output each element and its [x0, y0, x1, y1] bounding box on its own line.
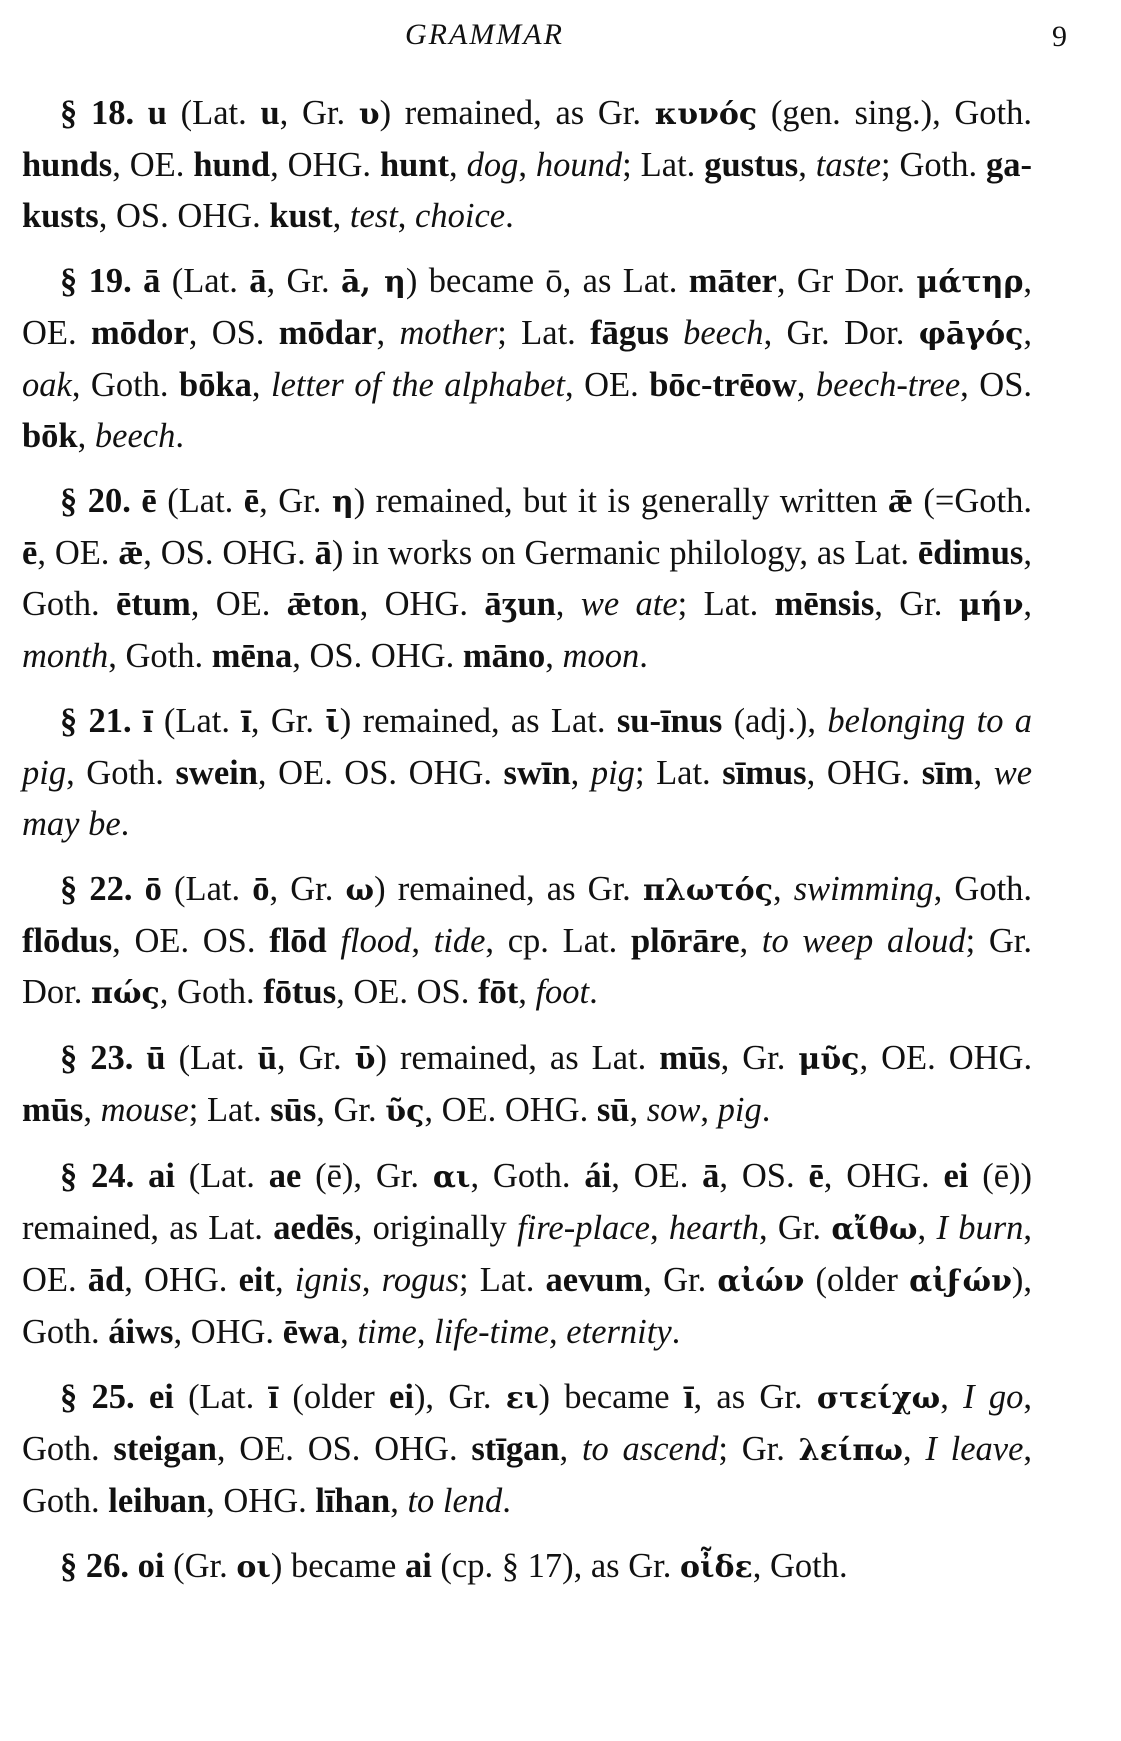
text-run: , OE. [22, 1209, 1033, 1299]
gloss: moon [562, 637, 640, 675]
cited-form: sīmus [722, 754, 807, 792]
cited-form: aevum [545, 1261, 644, 1299]
greek-form: αἰϝών [909, 1264, 1012, 1299]
text-run: (Lat. [173, 1378, 269, 1416]
text-run [134, 94, 148, 132]
text-run: . [175, 417, 184, 455]
paragraph-s22 [22, 864, 1032, 1019]
text-run: , OE. [190, 585, 287, 623]
text-run [134, 1157, 148, 1195]
text-run: (Lat. [166, 94, 261, 132]
gloss: we ate [580, 585, 678, 623]
text-run: , OE. [565, 366, 650, 404]
cited-form: flōdus [22, 922, 113, 960]
text-run: . [505, 197, 514, 235]
text-run: , [798, 146, 816, 184]
gloss: beech [683, 314, 764, 352]
cited-form: ū [257, 1039, 277, 1077]
gloss: we may be [22, 754, 1033, 843]
cited-form: fōtus [263, 973, 337, 1011]
text-run: , Goth. [71, 366, 180, 404]
paragraph-s24 [22, 1151, 1032, 1358]
gloss: month [22, 637, 109, 675]
text-run: , [518, 973, 536, 1011]
text-run: , Gr. [259, 482, 332, 520]
gloss: ignis [294, 1261, 362, 1299]
cited-form: ái [584, 1157, 612, 1195]
text-run: , OS. OHG. [143, 534, 315, 572]
cited-form: u [260, 94, 280, 132]
text-run: , [549, 1313, 567, 1351]
paragraph-s23 [22, 1033, 1032, 1137]
cited-form: ē [243, 482, 260, 520]
gloss: oak [22, 366, 72, 404]
cited-form: ǣton [286, 585, 360, 623]
text-run: , [555, 585, 581, 623]
gloss: pig [590, 754, 635, 792]
gloss: hearth [668, 1209, 759, 1247]
text-run: , Gr. [250, 702, 326, 740]
text-run: , Goth. [66, 754, 176, 792]
cited-form: ē [808, 1157, 824, 1195]
greek-form: λείπω [798, 1433, 903, 1468]
text-run: , OE. OS. OHG. [257, 754, 504, 792]
text-run: , Gr. [276, 1039, 355, 1077]
section-number: § 21. [60, 702, 132, 740]
cited-form: stīgan [471, 1430, 560, 1468]
greek-form: αἰών [717, 1264, 805, 1299]
cited-form: eit [238, 1261, 275, 1299]
text-run: , Gr Dor. [776, 262, 917, 300]
cited-form: ō [252, 870, 270, 908]
cited-form: fōt [477, 973, 519, 1011]
text-run: . [761, 1091, 771, 1129]
text-run: , OHG. [173, 1313, 283, 1351]
text-run: , OS. [188, 314, 279, 352]
paragraph-s21 [22, 696, 1032, 850]
cited-form: ī [241, 702, 251, 740]
text-run: , Gr. [720, 1039, 799, 1077]
cited-form: āʒun [484, 585, 556, 623]
text-run: , OE. OHG. [859, 1039, 1033, 1077]
page-header [0, 18, 1121, 58]
gloss: to ascend [581, 1430, 719, 1468]
text-run: , OE. [611, 1157, 703, 1195]
text-run: (ē)) remained, as Lat. [22, 1157, 1033, 1247]
cited-form: ai [148, 1157, 175, 1195]
cited-form: māno [462, 637, 546, 675]
greek-form: αι [432, 1160, 471, 1195]
gloss: hound [535, 146, 623, 184]
section-number: § 18. [60, 94, 135, 132]
greek-form: υ [358, 97, 380, 132]
text-run [131, 482, 142, 520]
cited-form: ē [22, 534, 38, 572]
gloss: belonging to a pig [22, 702, 1033, 792]
gloss: mother [399, 314, 498, 352]
text-run: . [502, 1482, 511, 1520]
text-run: (adj.), [722, 702, 828, 740]
text-run: , Goth. [159, 973, 264, 1011]
cited-form: sīm [921, 754, 974, 792]
gloss: mouse [100, 1091, 189, 1129]
cited-form: mōdor [90, 314, 189, 352]
text-run: . [589, 973, 598, 1011]
text-run: , OE. OS. OHG. [216, 1430, 472, 1468]
gloss: foot [535, 973, 590, 1011]
cited-form: fāgus [590, 314, 669, 352]
text-run: , [411, 922, 434, 960]
text-run: , OHG. [206, 1482, 316, 1520]
cited-form: hunt [379, 146, 449, 184]
text-run: ) became [270, 1547, 405, 1585]
greek-form: ει [505, 1381, 539, 1416]
greek-form: οι [236, 1550, 271, 1585]
text-run: , Goth. [22, 534, 1032, 623]
text-run: , [390, 1482, 408, 1520]
cited-form: oi [137, 1547, 165, 1585]
text-run [669, 314, 683, 352]
text-run: , OHG. [359, 585, 485, 623]
text-run: (Lat. [160, 262, 250, 300]
text-run: , Goth. [933, 870, 1033, 908]
text-run: , cp. Lat. [485, 922, 631, 960]
text-run: , OS. [719, 1157, 809, 1195]
cited-form: ai [404, 1547, 432, 1585]
text-run: , Gr. [316, 1091, 386, 1129]
greek-form: μήν [958, 588, 1024, 623]
cited-form: ī [268, 1378, 279, 1416]
cited-form: ā [249, 262, 267, 300]
text-run [327, 922, 341, 960]
text-run: ) became ō, as Lat. [405, 262, 689, 300]
gloss: beech [94, 417, 176, 455]
text-run: , [1023, 585, 1033, 623]
text-run: , [251, 366, 272, 404]
text-run: , [416, 1313, 435, 1351]
cited-form: ēdimus [917, 534, 1024, 572]
text-run: , Goth. [22, 1378, 1032, 1468]
text-run: ; Lat. [622, 146, 705, 184]
text-run [132, 262, 143, 300]
text-run: , [449, 146, 467, 184]
cited-form: bōc-trēow [649, 366, 797, 404]
gloss: to lend [407, 1482, 503, 1520]
text-run: , OE. OS. [112, 922, 270, 960]
gloss: dog [466, 146, 519, 184]
cited-form: ā [702, 1157, 720, 1195]
text-run: (Lat. [156, 482, 244, 520]
text-run: , [559, 1430, 582, 1468]
cited-form: ei [148, 1378, 174, 1416]
cited-form: ēwa [282, 1313, 341, 1351]
text-run: (cp. § 17), as Gr. [431, 1547, 680, 1585]
text-run: (older [804, 1261, 910, 1299]
gloss: rogus [381, 1261, 459, 1299]
text-run: , Gr. [266, 262, 341, 300]
text-run: , OS. OHG. [98, 197, 270, 235]
text-run [133, 1039, 146, 1077]
text-run: ) in works on Germanic philology, as Lat. [331, 534, 918, 572]
cited-form: u [147, 94, 167, 132]
text-run: ), Goth. [22, 1261, 1033, 1351]
cited-form: ētum [116, 585, 191, 623]
text-run: ) remained, as Lat. [339, 702, 617, 740]
greek-form: ā, η [340, 265, 406, 300]
paragraph-s25 [22, 1372, 1032, 1527]
cited-form: ād [87, 1261, 125, 1299]
section-number: § 20. [60, 482, 131, 520]
text-run: , OE. OHG. [424, 1091, 597, 1129]
greek-form: στείχω [816, 1381, 941, 1416]
running-head: GRAMMAR [405, 18, 564, 51]
greek-form: κυνός [654, 97, 758, 132]
cited-form: hunds [22, 146, 113, 184]
gloss: choice [415, 197, 506, 235]
text-run: (Gr. [164, 1547, 237, 1585]
text-run: (Lat. [174, 1157, 269, 1195]
cited-form: ǣ [118, 534, 144, 572]
cited-form: ae [268, 1157, 302, 1195]
text-run: ; Gr. [718, 1430, 799, 1468]
text-run: , [917, 1209, 937, 1247]
text-run: ; Lat. [188, 1091, 271, 1129]
cited-form: ē [141, 482, 157, 520]
cited-form: ga-kusts [22, 146, 1033, 235]
gloss: test [349, 197, 398, 235]
gloss: to weep aloud [761, 922, 966, 960]
text-run: , [902, 1430, 926, 1468]
gloss: swimming [793, 870, 934, 908]
text-run: ; Gr. Dor. [22, 922, 1032, 1011]
greek-form: πλωτός [642, 873, 773, 908]
text-run: , Gr. [279, 94, 359, 132]
text-run: , Gr. Dor. [763, 314, 919, 352]
text-run: ) remained, as Gr. [379, 94, 655, 132]
cited-form: swīn [503, 754, 571, 792]
text-run: , Goth. [108, 637, 212, 675]
greek-form: πώς [91, 976, 160, 1011]
cited-form: bōk [22, 417, 78, 455]
text-run: , OHG. [124, 1261, 239, 1299]
gloss: beech-tree [815, 366, 961, 404]
gloss: taste [815, 146, 881, 184]
text-run: , Gr. [874, 585, 959, 623]
text-run: (older [278, 1378, 390, 1416]
text-run: , [340, 1313, 358, 1351]
text-run: (gen. sing.), Goth. [757, 94, 1033, 132]
text-run: , [649, 1209, 669, 1247]
text-run: , OE. [112, 146, 194, 184]
gloss: sow [646, 1091, 701, 1129]
section-number: § 19. [60, 262, 132, 300]
text-run: , [518, 146, 536, 184]
text-run: . [639, 637, 648, 675]
gloss: I go [963, 1378, 1024, 1416]
text-run: , OS. [960, 366, 1033, 404]
text-run: , [397, 197, 416, 235]
greek-form: φāγός [918, 317, 1024, 352]
text-run: , [361, 1261, 382, 1299]
cited-form: ī [143, 702, 153, 740]
text-run: ; Lat. [459, 1261, 546, 1299]
text-run: , [629, 1091, 647, 1129]
text-run: ) remained, as Gr. [374, 870, 643, 908]
cited-form: aedēs [273, 1209, 354, 1247]
cited-form: áiws [108, 1313, 174, 1351]
text-run: , Goth. [752, 1547, 848, 1585]
gloss: eternity [566, 1313, 672, 1351]
gloss: life-time [434, 1313, 550, 1351]
cited-form: bōka [179, 366, 252, 404]
cited-form: līhan [315, 1482, 391, 1520]
text-run: , OHG. [806, 754, 922, 792]
greek-form: μῦς [798, 1042, 860, 1077]
text-run: , OE. [37, 534, 119, 572]
text-run: (Lat. [161, 870, 253, 908]
text-run: , [83, 1091, 101, 1129]
gloss: flood [340, 922, 412, 960]
text-run: (Lat. [152, 702, 242, 740]
cited-form: ei [943, 1157, 969, 1195]
section-number: § 23. [60, 1039, 134, 1077]
cited-form: plōrāre [630, 922, 740, 960]
text-run [129, 1547, 138, 1585]
gloss: letter of the alphabet [271, 366, 566, 404]
cited-form: ei [389, 1378, 414, 1416]
text-run: , Gr. [758, 1209, 832, 1247]
greek-form: ῦς [385, 1094, 425, 1129]
cited-form: māter [688, 262, 777, 300]
text-run: ; Lat. [497, 314, 591, 352]
text-run: , [772, 870, 794, 908]
text-run: ) remained, as Lat. [375, 1039, 660, 1077]
cited-form: ī [683, 1378, 694, 1416]
text-run: , OS. OHG. [292, 637, 463, 675]
text-run: . [120, 805, 130, 843]
cited-form: steigan [113, 1430, 217, 1468]
text-run: , [796, 366, 816, 404]
cited-form: mēnsis [774, 585, 875, 623]
gloss: pig [717, 1091, 762, 1129]
cited-form: ā [314, 534, 332, 572]
text-run: , as Gr. [693, 1378, 817, 1416]
text-run: ) remained, but it is generally written [353, 482, 888, 520]
page-number: 9 [1052, 20, 1067, 53]
text-run: , OE. [22, 262, 1033, 352]
greek-form: οἶδε [679, 1550, 753, 1585]
cited-form: mōdar [278, 314, 377, 352]
text-run: , [739, 922, 762, 960]
text-run: ), Gr. [413, 1378, 506, 1416]
section-number: § 26. [60, 1547, 129, 1585]
text-run: , [274, 1261, 295, 1299]
paragraph-s20 [22, 476, 1032, 682]
text-run: , [1023, 314, 1033, 352]
text-run: , Goth. [22, 1430, 1033, 1520]
text-run [135, 1378, 149, 1416]
text-run: ) became [538, 1378, 684, 1416]
section-number: § 22. [60, 870, 133, 908]
text-run: , [570, 754, 591, 792]
text-run: , Gr. [643, 1261, 718, 1299]
text-run [132, 702, 143, 740]
section-number: § 25. [60, 1378, 135, 1416]
greek-form: αἴθω [831, 1212, 918, 1247]
text-run: , Goth. [470, 1157, 585, 1195]
text-run: , OHG. [270, 146, 380, 184]
section-number: § 24. [60, 1157, 135, 1195]
cited-form: gustus [704, 146, 799, 184]
greek-form: ω [345, 873, 375, 908]
text-run: , Gr. [269, 870, 346, 908]
text-run: (=Goth. [912, 482, 1032, 520]
cited-form: flōd [269, 922, 327, 960]
text-run: ; Lat. [677, 585, 775, 623]
cited-form: swein [175, 754, 258, 792]
gloss: I burn [936, 1209, 1024, 1247]
text-run: ; Lat. [634, 754, 723, 792]
page-body [22, 88, 1032, 1607]
cited-form: mūs [659, 1039, 721, 1077]
cited-form: sūs [270, 1091, 317, 1129]
cited-form: ā [143, 262, 161, 300]
gloss: time [357, 1313, 417, 1351]
text-run: , [545, 637, 563, 675]
cited-form: leiƕan [108, 1482, 207, 1520]
greek-form: η [331, 485, 354, 520]
cited-form: ǣ [888, 482, 913, 520]
text-run: (Lat. [165, 1039, 258, 1077]
cited-form: ō [144, 870, 162, 908]
text-run: , [332, 197, 350, 235]
text-run: , [973, 754, 994, 792]
cited-form: mēna [211, 637, 293, 675]
paragraph-s18 [22, 88, 1032, 242]
text-run: . [671, 1313, 681, 1351]
cited-form: sū [596, 1091, 630, 1129]
greek-form: μάτηρ [916, 265, 1024, 300]
cited-form: mūs [22, 1091, 84, 1129]
text-run: (ē), Gr. [301, 1157, 433, 1195]
cited-form: kust [269, 197, 333, 235]
text-run: , originally [353, 1209, 518, 1247]
greek-form: ῑ [325, 705, 340, 740]
text-run [133, 870, 145, 908]
paragraph-s26 [22, 1541, 1032, 1593]
gloss: tide [433, 922, 486, 960]
text-run: , OHG. [823, 1157, 944, 1195]
cited-form: su-īnus [616, 702, 723, 740]
text-run: , [376, 314, 400, 352]
paragraph-s19 [22, 256, 1032, 462]
text-run: , OE. OS. [336, 973, 478, 1011]
greek-form: ῡ [354, 1042, 376, 1077]
text-run: , [700, 1091, 718, 1129]
text-run: , [940, 1378, 964, 1416]
cited-form: hund [193, 146, 271, 184]
gloss: fire-place [517, 1209, 650, 1247]
text-run: , [77, 417, 95, 455]
cited-form: ū [146, 1039, 166, 1077]
text-run: ; Goth. [880, 146, 987, 184]
gloss: I leave [925, 1430, 1024, 1468]
